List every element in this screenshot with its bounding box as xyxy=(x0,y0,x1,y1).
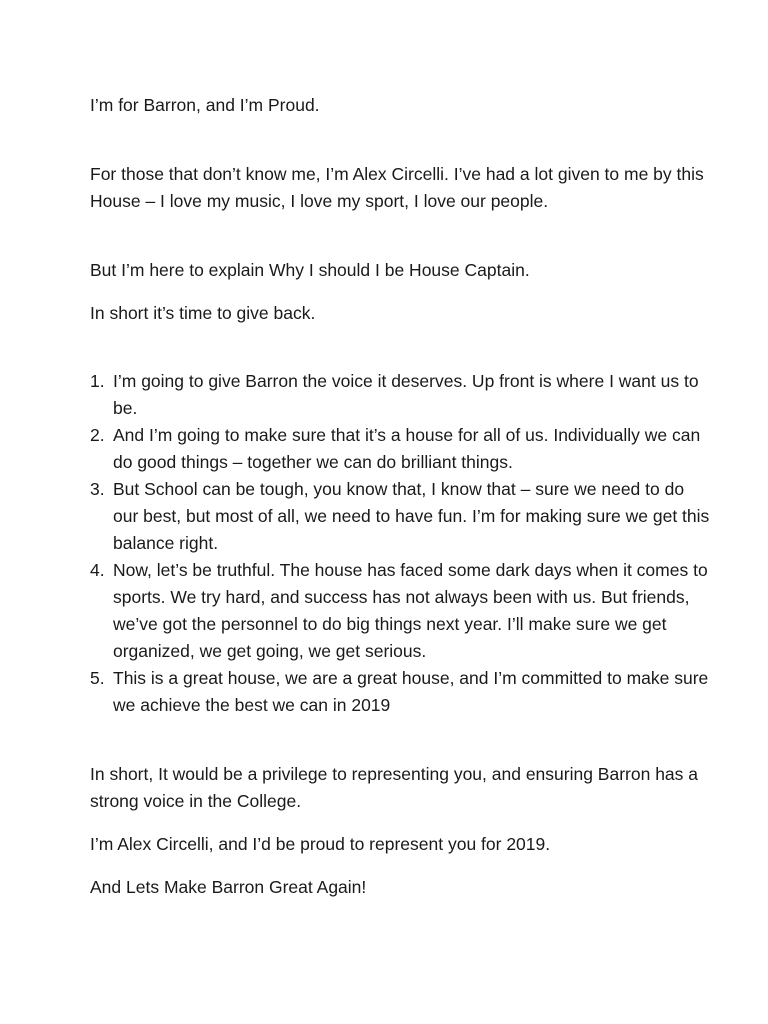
speech-heading: I’m for Barron, and I’m Proud. xyxy=(90,95,320,115)
speech-document xyxy=(90,92,710,901)
list-number: 1. xyxy=(90,371,105,391)
points-list xyxy=(90,368,710,719)
list-item-text: This is a great house, we are a great house, and I’m committed to make sure we achieve the best we can in 2019 xyxy=(113,668,709,715)
closing-name-paragraph: I’m Alex Circelli, and I’d be proud to represent you for 2019. xyxy=(90,834,551,854)
list-item-text: And I’m going to make sure that it’s a house for all of us. Individually we can do good things – together we can do brilliant things. xyxy=(113,425,701,472)
list-number: 2. xyxy=(90,425,105,445)
explain-paragraph: But I’m here to explain Why I should I be House Captain. xyxy=(90,260,530,280)
list-number: 3. xyxy=(90,479,105,499)
closing-slogan: And Lets Make Barron Great Again! xyxy=(90,877,367,897)
list-item xyxy=(90,476,710,557)
intro-paragraph: For those that don’t know me, I’m Alex Circelli. I’ve had a lot given to me by this House – I love my music, I love my sport, I love our people. xyxy=(90,164,704,211)
list-item-text: But School can be tough, you know that, I know that – sure we need to do our best, but most of all, we need to have fun. I’m for making sure we get this balance right. xyxy=(113,479,710,553)
list-item xyxy=(90,665,710,719)
list-item xyxy=(90,557,710,665)
list-number: 5. xyxy=(90,668,105,688)
list-item xyxy=(90,422,710,476)
list-item-text: I’m going to give Barron the voice it deserves. Up front is where I want us to be. xyxy=(113,371,699,418)
list-item-text: Now, let’s be truthful. The house has faced some dark days when it comes to sports. We try hard, and success has not always been with us. But friends, we’ve got the personnel to do big things next year. I’ll make sure we get organized, we get going, we get serious. xyxy=(113,560,708,661)
give-back-paragraph: In short it’s time to give back. xyxy=(90,303,316,323)
list-number: 4. xyxy=(90,560,105,580)
closing-paragraph: In short, It would be a privilege to representing you, and ensuring Barron has a strong voice in the College. xyxy=(90,764,699,811)
list-item xyxy=(90,368,710,422)
